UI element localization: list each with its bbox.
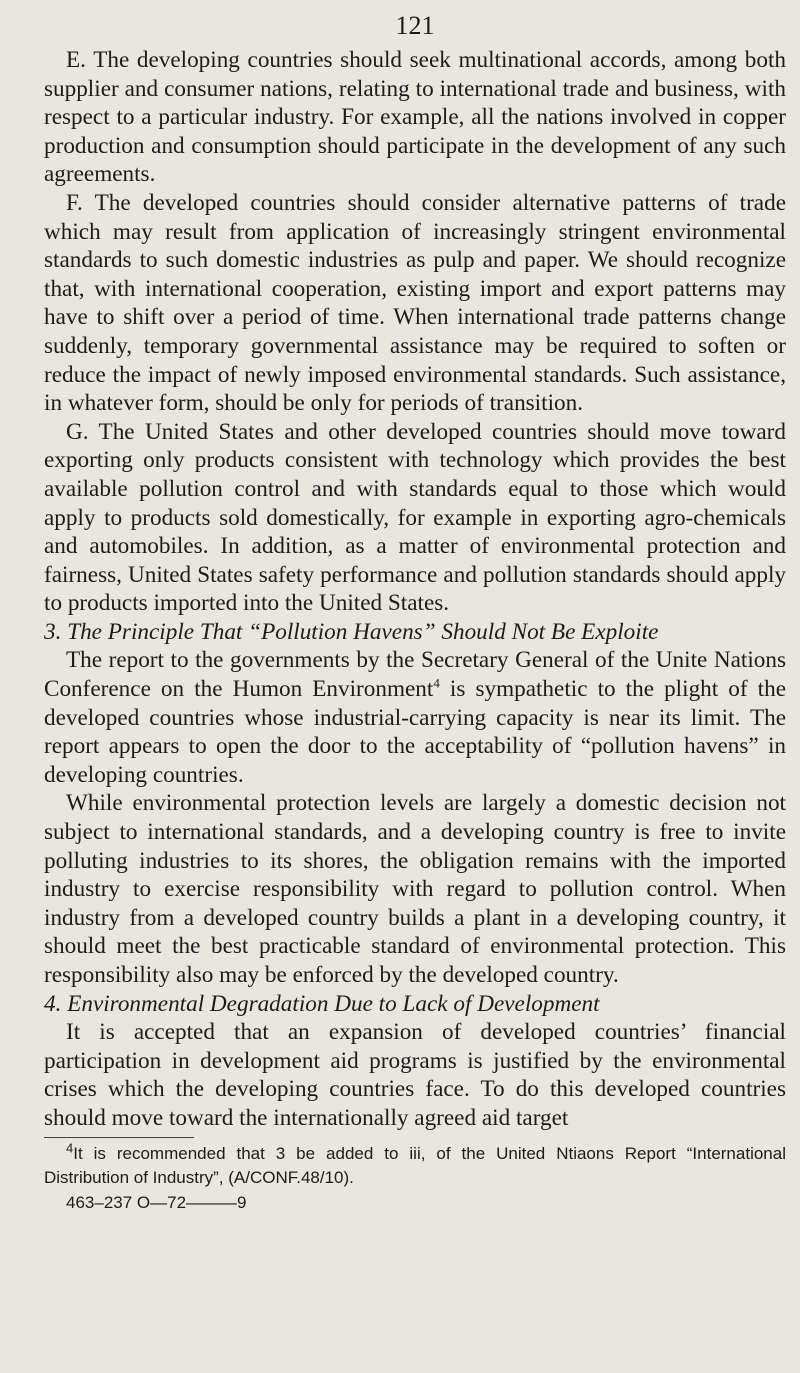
section-3-paragraph-2: While environmental protection levels are largely a domestic decision not subject to international standards, and a developing country is free to invite polluting industries to its shores, the obligation remains with the imported industry to exercise responsibility with regard to pollution control. When industry from a developed country builds a plant in a developing country, it should meet the best practicable standard of environmental protection. This responsibility also may be enforced by the developed country. bbox=[44, 790, 786, 988]
footnote bbox=[44, 1139, 786, 1190]
section-3-heading: 3. The Principle That “Pollution Havens” Should Not Be Exploite bbox=[44, 618, 659, 645]
paragraph-e-text: The developing countries should seek multinational accords, among both supplier and consumer nations, relating to international trade and business, with respect to a particular industry. For example, all the nations involved in copper production and consumption should participate in the development of any such agreements. bbox=[44, 47, 786, 188]
paragraph-g-label: G. bbox=[66, 418, 89, 445]
paragraph-f bbox=[44, 189, 786, 418]
section-4-paragraph-1: It is accepted that an expansion of developed countries’ financial participation in development aid programs is justified by the environmental crises which the developing countries face. To do this developed countries should move toward the internationally agreed aid target bbox=[44, 1019, 786, 1131]
footnote-text: It is recommended that 3 be added to iii, of the United Ntiaons Report “International Distribution of Industry”, (A/CONF.48/10). bbox=[44, 1143, 786, 1187]
section-4-heading: 4. Environmental Degradation Due to Lack of Development bbox=[44, 990, 600, 1017]
footnote-reference: 4 bbox=[433, 675, 440, 691]
section-3-paragraph-1-after: is sympathetic to the plight of the developed countries whose industrial-carrying capacity is near its limit. The report appears to open the door to the acceptability of “pollution havens” in developing countries. bbox=[44, 676, 786, 788]
paragraph-e-label: E. bbox=[66, 47, 86, 73]
paragraph-f-text: The developed countries should consider alternative patterns of trade which may result from application of increasingly stringent environmental standards to such domestic industries as pulp and paper. We should recognize that, with international cooperation, existing import and export patterns may have to shift over a period of time. When international trade patterns change suddenly, temporary governmental assistance may be required to soften or reduce the impact of newly imposed environmental standards. Such assistance, in whatever form, should be only for periods of transition. bbox=[44, 189, 786, 417]
footnote-mark: 4 bbox=[66, 1139, 74, 1155]
paragraph-g bbox=[44, 418, 786, 618]
footnote-divider bbox=[44, 1137, 194, 1138]
paragraph-e bbox=[44, 46, 786, 189]
section-3-paragraph-1-before: The report to the governments by the Secretary General of the Unite Nations Conference on the Humon Environment bbox=[44, 647, 786, 703]
paragraph-f-label: F. bbox=[66, 189, 83, 216]
section-3-paragraph-1 bbox=[44, 646, 786, 789]
page-number: 121 bbox=[395, 11, 435, 40]
paragraph-g-text: The United States and other developed countries should move toward exporting only products consistent with technology which provides the best available pollution control and with standards equal to those which would apply to products sold domestically, for example in exporting agro-chemicals and automobiles. In addition, as a matter of environmental protection and fairness, United States safety performance and pollution standards should apply to products imported into the United States. bbox=[44, 418, 786, 617]
print-code: 463–237 O—72———9 bbox=[66, 1192, 247, 1212]
